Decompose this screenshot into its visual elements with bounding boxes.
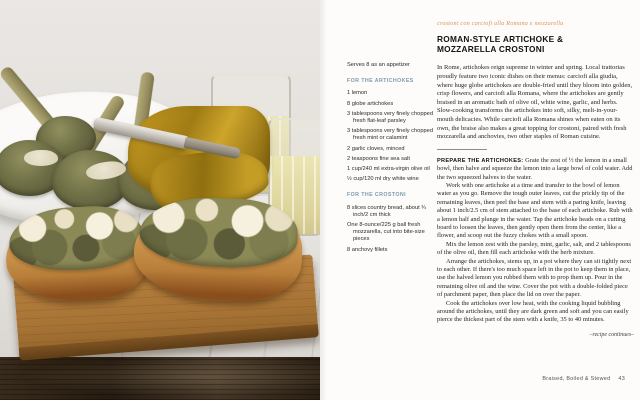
serves-note: Serves 8 as an appetizer [347,62,410,68]
recipe-body [437,20,634,338]
ingredients-sidebar [347,62,435,257]
photo-table-front-edge [0,357,320,400]
page-number: 43 [618,376,625,382]
ingredient-item: 3 tablespoons very finely chopped fresh mint or calamint [347,128,434,142]
recipe-title-line1: ROMAN-STYLE ARTICHOKE & [437,34,564,44]
step-text: Grate the zest of ½ the lemon in a small bowl, then halve and squeeze the lemon into a large bowl of cold water. Add the two squeezed halves to the water. [437,156,633,181]
recipe-continues-note: –recipe continues– [589,331,634,338]
ingredient-item: 2 teaspoons fine sea salt [347,155,410,162]
recipe-step: Work with one artichoke at a time and transfer to the bowl of lemon water as you go. Remove the tough outer leaves, cut the prickly tip of the remaining leaves, then peel the base and stem with a paring knife, leaving about 1 inch/2.5 cm of stem attached to the base of each artichoke. Rub with a lemon half and plunge in the water. Tap the artichoke heads on a cutting board to loosen the leaves, then gently open them from the center, like a flower, and scoop out the fuzzy chokes with a small spoon. [437,181,633,240]
ingredient-item: 8 anchovy fillets [347,246,388,253]
ingredients-heading-artichokes: FOR THE ARTICHOKES [347,78,414,85]
ingredient-item: 1 lemon [347,90,368,97]
ingredients-list-artichokes [347,90,435,183]
ingredient-item: 2 garlic cloves, minced [347,145,405,152]
recipe-step [437,157,634,182]
ingredient-item: 3 tablespoons very finely chopped fresh flat-leaf parsley [347,110,434,125]
recipe-italian-subtitle: crostoni con carciofi alla Romana e mozzarella [437,20,564,27]
ingredient-item: 1 cup/240 ml extra-virgin olive oil [347,166,430,173]
chapter-name: Braised, Boiled & Stewed [542,376,611,382]
recipe-title-line2: MOZZARELLA CROSTONI [437,44,545,55]
section-divider [437,149,487,150]
ingredient-item: 8 slices country bread, about ¾ inch/2 cm thick [347,204,427,218]
artichoke-mozzarella-topping [139,196,299,271]
crostone-toast [4,208,150,303]
recipe-step: Arrange the artichokes, stems up, in a pot where they can sit tightly next to each other. If there's too much space left in the pot to keep them in place, use the halved lemon you rubbed them with to prop them up. Pour in the remaining olive oil and the wine. Cover the pot with a double-folded piece of parchment paper, then place the lid on over the paper. [437,257,632,299]
ingredients-list-crostoni [347,205,435,254]
step-label: PREPARE THE ARTICHOKES: [437,157,524,164]
mozzarella-drizzle [24,150,58,166]
recipe-intro-paragraph: In Rome, artichokes reign supreme in winter and spring. Local trattorias proudly feature two iconic dishes on their menus: carciofi alla giudia, where huge globe artichokes are double-fried until they bloom into golden, crisp flowers, and carciofi alla Romana, where the artichokes are gently braised in an aromatic bath of olive oil, white wine, garlic, and herbs. Slow-cooking transforms the artichokes into soft, silky, melt-in-your-mouth delicacies. While carciofi alla Romana shines when eaten on its own, the braise also makes a great topping for crostoni, paired with fresh mozzarella and anchovies, two other staples of Roman cuisine. [437,64,633,141]
recipe-title [437,34,634,54]
recipe-step: Cook the artichokes over low heat, with the cooking liquid bubbling around the artichokes, until they are dark green and soft and you can easily pierce the thickest part of the stem with a knife, 35 to 40 minutes. [437,299,629,324]
ingredient-item: ½ cup/120 ml dry white wine [347,176,419,183]
recipe-step: Mix the lemon zest with the parsley, mint, garlic, salt, and 2 tablespoons of the olive oil, then fill each artichoke with the herb mixture. [437,240,631,257]
ingredients-heading-crostoni: FOR THE CROSTONI [347,192,406,199]
ingredient-item: 8 globe artichokes [347,100,394,107]
ingredient-item: One 8-ounce/225 g ball fresh mozzarella, cut into bite-size pieces [347,222,425,243]
recipe-page [320,0,640,400]
page-footer [542,376,625,382]
